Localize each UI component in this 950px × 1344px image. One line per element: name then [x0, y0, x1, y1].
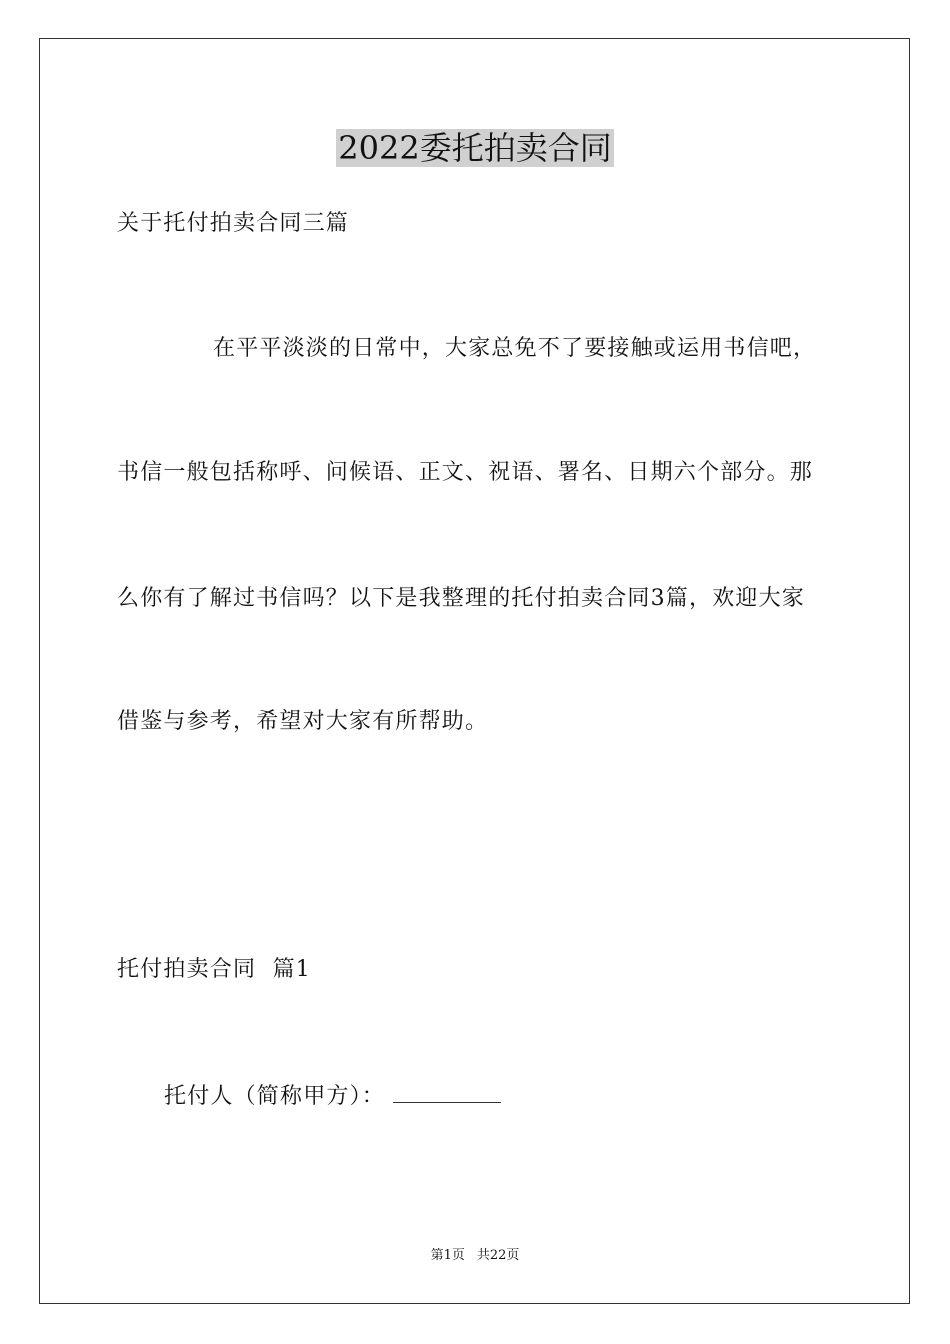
intro-line-1: 在平平淡淡的日常中，大家总免不了要接触或运用书信吧，: [213, 336, 817, 361]
document-title: [0, 126, 950, 170]
section-heading: 托付拍卖合同 篇1: [117, 957, 311, 982]
intro-line-2: 书信一般包括称呼、问候语、正文、祝语、署名、日期六个部分。那: [117, 460, 814, 485]
intro-line-4: 借鉴与参考，希望对大家有所帮助。: [117, 709, 489, 734]
intro-line-3: 么你有了解过书信吗？以下是我整理的托付拍卖合同3篇，欢迎大家: [117, 586, 805, 611]
document-title-text: 2022委托拍卖合同: [338, 129, 612, 167]
page-number: 第1页: [430, 1248, 465, 1263]
party-a-blank: [393, 1082, 501, 1103]
document-subtitle: 关于托付拍卖合同三篇: [117, 211, 350, 236]
page-footer: [0, 1247, 950, 1265]
party-a-line: [164, 1082, 501, 1111]
party-a-label: 托付人（简称甲方）：: [164, 1084, 386, 1109]
page-total: 共22页: [476, 1248, 520, 1263]
